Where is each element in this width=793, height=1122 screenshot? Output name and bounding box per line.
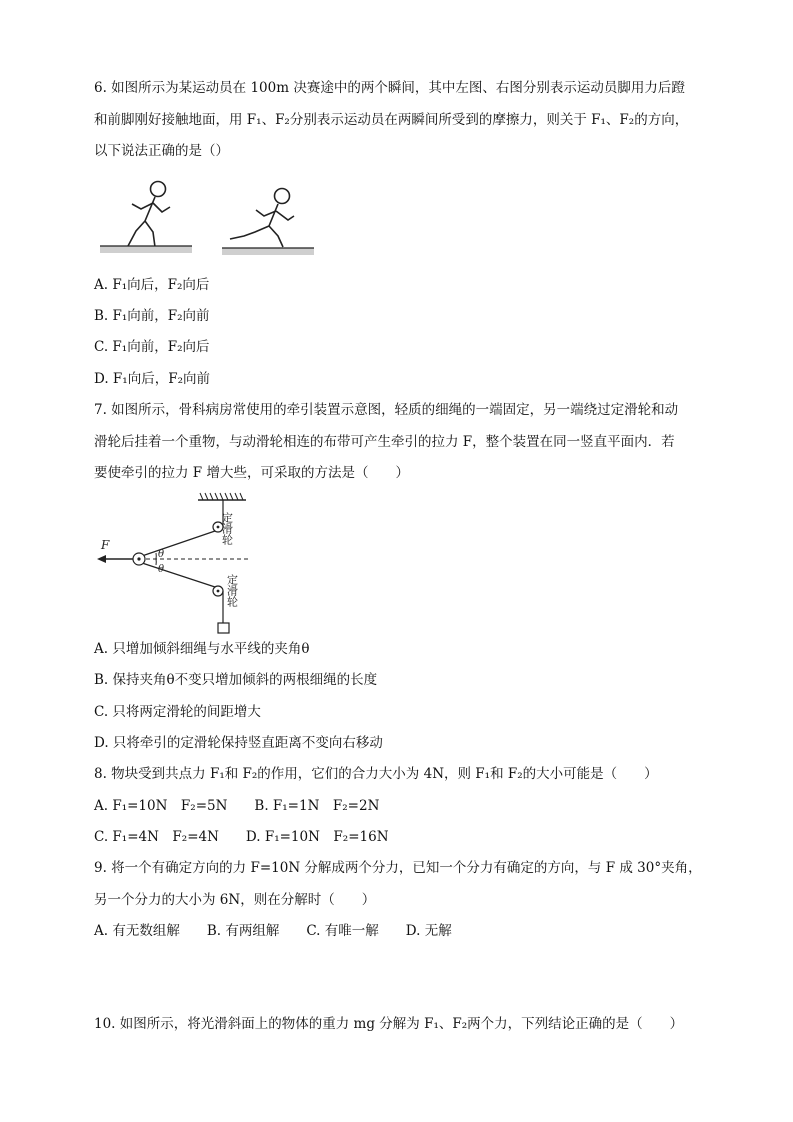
ground-left xyxy=(100,246,192,253)
q7-stem-line-2: 滑轮后挂着一个重物，与动滑轮相连的布带可产生牵引的拉力 F，整个装置在同一竖直平面内．若 xyxy=(94,434,675,450)
q7-option-d: D. 只将牵引的定滑轮保持竖直距离不变向右移动 xyxy=(94,735,383,751)
ceiling-hatch xyxy=(200,493,243,500)
weight-block xyxy=(218,623,229,633)
q6-stem-line-3: 以下说法正确的是（） xyxy=(94,143,229,159)
q9-stem-line-1: 9. 将一个有确定方向的力 F=10N 分解成两个分力，已知一个分力有确定的方向，与 F 成 30°夹角， xyxy=(94,860,702,876)
runner-left xyxy=(128,182,170,248)
q10-stem: 10. 如图所示，将光滑斜面上的物体的重力 mg 分解为 F₁、F₂两个力，下列结论正确的是（ ） xyxy=(94,1016,684,1032)
pulley-label-top: 定滑轮 xyxy=(220,512,234,545)
force-arrow xyxy=(97,555,106,563)
q9-options: A. 有无数组解 B. 有两组解 C. 有唯一解 D. 无解 xyxy=(94,923,452,939)
q6-option-a: A. F₁向后，F₂向后 xyxy=(94,277,210,293)
q7-option-a: A. 只增加倾斜细绳与水平线的夹角θ xyxy=(94,641,310,657)
q6-stem-line-1: 6. 如图所示为某运动员在 100m 决赛途中的两个瞬间，其中左图、右图分别表示运动员脚用力后蹬 xyxy=(94,80,685,96)
q8-stem: 8. 物块受到共点力 F₁和 F₂的作用，它们的合力大小为 4N，则 F₁和 F₂的大小可能是（ ） xyxy=(94,766,658,782)
pulley-label-bottom: 定滑轮 xyxy=(225,574,239,607)
q8-options-row-2: C. F₁=4N F₂=4N D. F₁=10N F₂=16N xyxy=(94,829,389,845)
q7-stem-line-1: 7. 如图所示，骨科病房常使用的牵引装置示意图，轻质的细绳的一端固定，另一端绕过定滑轮和动 xyxy=(94,402,679,418)
q6-stem-line-2: 和前脚刚好接触地面，用 F₁、F₂分别表示运动员在两瞬间所受到的摩擦力，则关于 F₁、F₂的方向， xyxy=(94,112,689,128)
q7-stem-line-3: 要使牵引的拉力 F 增大些，可采取的方法是（ ） xyxy=(94,465,409,481)
q8-options-row-1: A. F₁=10N F₂=5N B. F₁=1N F₂=2N xyxy=(94,798,380,814)
runner-figure xyxy=(98,176,318,258)
q7-option-c: C. 只将两定滑轮的间距增大 xyxy=(94,704,261,720)
q6-option-c: C. F₁向前，F₂向后 xyxy=(94,339,210,355)
theta-label-bottom: θ xyxy=(158,564,165,575)
runner-right xyxy=(230,189,294,248)
q7-option-b: B. 保持夹角θ不变只增加倾斜的两根细绳的长度 xyxy=(94,672,378,688)
q6-option-d: D. F₁向后，F₂向前 xyxy=(94,371,210,387)
ground-right xyxy=(222,248,314,255)
theta-label-top: θ xyxy=(158,549,165,560)
traction-device-figure xyxy=(94,490,254,636)
q9-stem-line-2: 另一个分力的大小为 6N，则在分解时（ ） xyxy=(94,892,376,908)
q6-option-b: B. F₁向前，F₂向前 xyxy=(94,308,210,324)
force-label: F xyxy=(101,538,110,552)
